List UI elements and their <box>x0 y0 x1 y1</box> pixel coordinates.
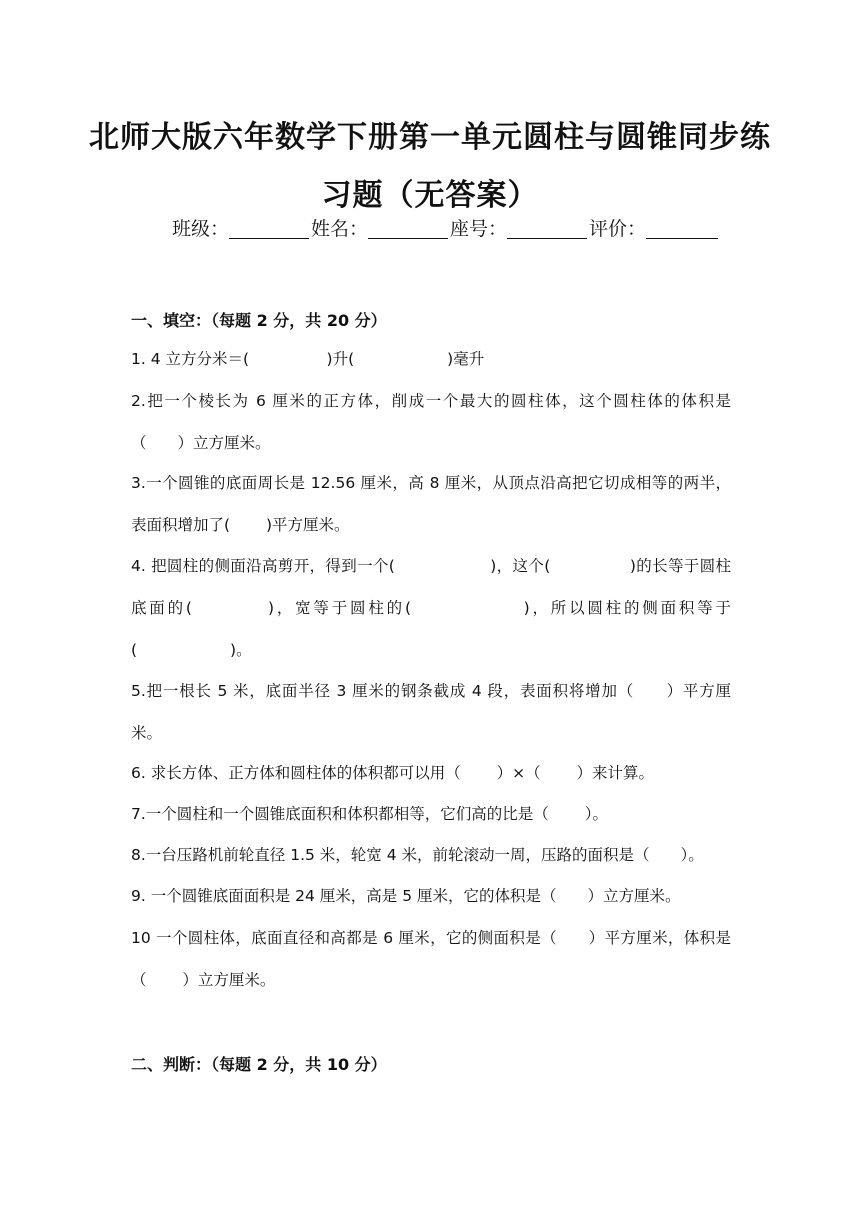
eval-blank <box>646 216 718 239</box>
section-heading-true-false: 二、判断：（每题 2 分，共 10 分） <box>131 1055 387 1074</box>
question-9: 9. 一个圆锥底面面积是 24 厘米，高是 5 厘米，它的体积是（ ）立方厘米。 <box>131 887 681 905</box>
question-1: 1. 4 立方分米＝( )升( )毫升 <box>131 350 485 368</box>
title-line-1: 北师大版六年数学下册第一单元圆柱与圆锥同步练 <box>89 120 771 155</box>
question-6: 6. 求长方体、正方体和圆柱体的体积都可以用（ ）×（ ）来计算。 <box>131 764 655 782</box>
eval-label: 评价： <box>589 218 647 240</box>
question-4: 4. 把圆柱的侧面沿高剪开，得到一个( )，这个( )的长等于圆柱底面的( )，宽等于圆柱的( )，所以圆柱的侧面积等于( )。 <box>131 557 731 659</box>
seat-label: 座号： <box>450 218 508 240</box>
name-blank <box>368 216 448 239</box>
student-info-row <box>172 214 720 241</box>
class-label: 班级： <box>172 218 230 240</box>
question-2: 2.把一个棱长为 6 厘米的正方体，削成一个最大的圆柱体，这个圆柱体的体积是（ ）立方厘米。 <box>131 392 731 452</box>
question-10: 10 一个圆柱体，底面直径和高都是 6 厘米，它的侧面积是（ ）平方厘米，体积是（ ）立方厘米。 <box>131 929 731 989</box>
question-8: 8.一台压路机前轮直径 1.5 米，轮宽 4 米，前轮滚动一周，压路的面积是（ ）。 <box>131 846 704 864</box>
seat-blank <box>507 216 587 239</box>
question-3: 3.一个圆锥的底面周长是 12.56 厘米，高 8 厘米，从顶点沿高把它切成相等的两半，表面积增加了( )平方厘米。 <box>131 474 731 534</box>
name-label: 姓名： <box>311 218 369 240</box>
question-5: 5.把一根长 5 米，底面半径 3 厘米的钢条截成 4 段，表面积将增加（ ）平方厘米。 <box>131 682 731 742</box>
question-7: 7.一个圆柱和一个圆锥底面积和体积都相等，它们高的比是（ ）。 <box>131 805 608 823</box>
title-line-2: 习题（无答案） <box>321 178 539 213</box>
class-blank <box>229 216 309 239</box>
section-heading-fill-blank: 一、填空：（每题 2 分，共 20 分） <box>131 311 387 330</box>
